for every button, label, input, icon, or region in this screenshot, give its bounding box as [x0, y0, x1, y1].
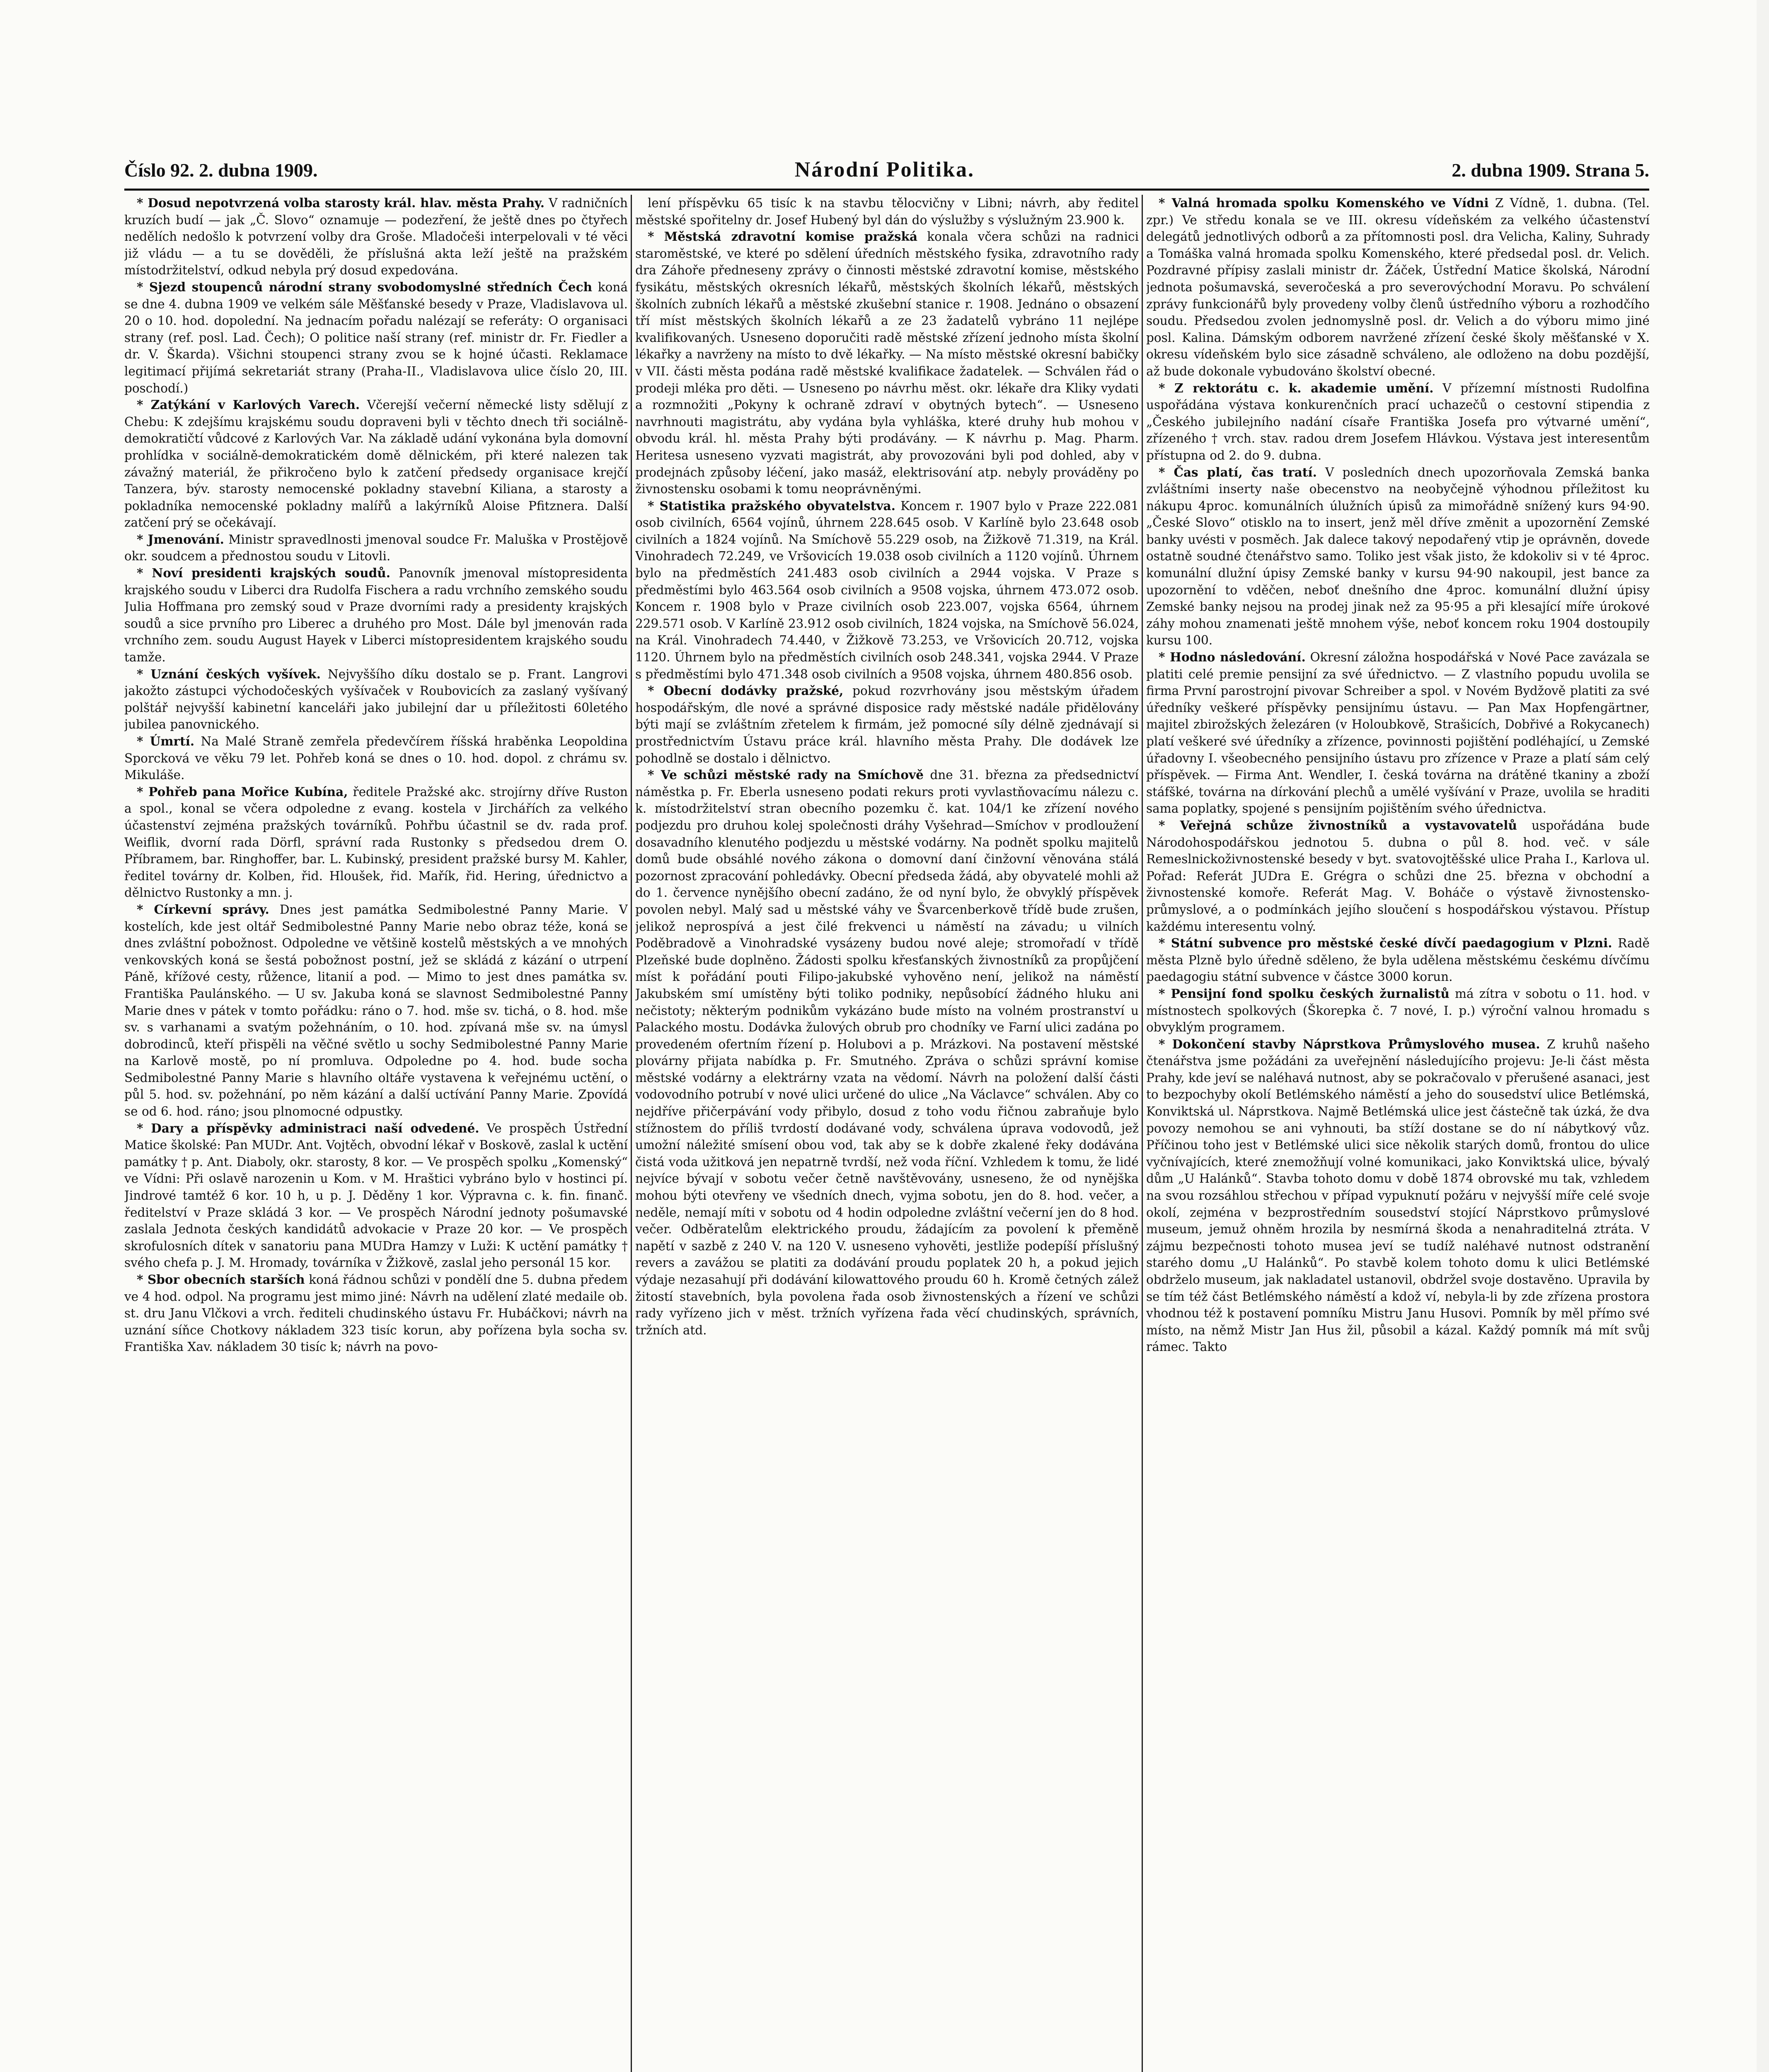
- article: [1146, 464, 1650, 649]
- article: [124, 565, 628, 666]
- article-title: * Hodno následování.: [1159, 650, 1306, 665]
- column-2: [635, 195, 1139, 2072]
- article-title: * Církevní správy.: [137, 902, 269, 917]
- article-body: koná řádnou schůzi v pondělí dne 5. dubna předem ve 4 hod. odpol. Na programu jest mimo jiné: Návrh na udělení zlaté medaile ob. st. dru Janu Vlčkovi a vrch. řediteli chudinského ústavu Fr. Hubáčkovi; návrh na uznání síňce Chotkovy nákladem 323 tisíc korun, aby pořízena byla socha sv. Františka Xav. nákladem 30 tisíc k; návrh na povo-: [124, 1273, 628, 1354]
- article-body: konala včera schůzi na radnici staroměstské, ve které po sdělení úředních městského fysika, zdravotního rady dra Záhoře předneseny zprávy o činnosti městské zdravotní komise, městského fysikátu, městských okresních lékařů, městských školních lékařů, městských školních zubních lékařů a městské zkušební stanice r. 1908. Jednáno o obsazení tří míst městských školních lékařů a ze 23 žadatelů vybráno 11 nejlépe kvalifikovaných. Usneseno doporučiti radě městské zřízení jednoho místa školní lékařky a navrženy na místo to dvě lékařky. — Na místo městské okresní babičky v VII. části města podána radě městské kvalifikace žadatelek. — Schválen řád o prodeji mléka pro děti. — Usneseno po návrhu měst. okr. lékaře dra Kliky vydati a rozmnožiti „Pokyny k ochraně zdraví v obytných bytech“. — Usneseno navrhnouti magistrátu, aby vydána byla vyhláška, které druhy hub mohou v obvodu král. hl. města Prahy býti prodávány. — K návrhu p. Mag. Pharm. Heritesa usneseno vyzvati magistrát, aby provozováni byli pod dohled, aby v prodejnách způsoby léčení, jako masáž, elektrisování atp. nebyly prováděny po živnostensku osobami k tomu neoprávněnými.: [635, 230, 1139, 496]
- article-title: * Pohřeb pana Mořice Kubína,: [137, 784, 348, 799]
- article-title: * Zatýkání v Karlových Varech.: [137, 397, 360, 412]
- header-rule: [124, 189, 1649, 191]
- article-body: Koncem r. 1907 bylo v Praze 222.081 osob civilních, 6564 vojínů, úhrnem 228.645 osob. V Karlíně bylo 23.648 osob civilních a 1824 vojínů. Na Smíchově 55.229 osob, na Žižkově 71.319, na Král. Vinohradech 72.249, ve Vršovicích 19.038 osob civilních a 1120 vojínů. Úhrnem bylo na předměstích 241.483 osob civilních a 2944 vojska. V Praze s předměstími bylo 463.564 osob civilních a 9508 vojska, úhrnem 473.072 osob. Koncem r. 1908 bylo v Praze civilních osob 223.007, vojska 6564, úhrnem 229.571 osob. V Karlíně 23.912 osob civilních, 1824 vojska, na Smíchově 56.024, na Král. Vinohradech 74.440, v Žižkově 73.253, ve Vršovicích 20.712, vojska 1120. Úhrnem bylo na předměstích civilních osob 248.341, vojska 2944. V Praze s předměstími bylo 471.348 osob civilních a 9508 vojska, úhrnem 480.856 osob.: [635, 499, 1139, 681]
- article-body: Včerejší večerní německé listy sdělují z Chebu: K zdejšímu krajskému soudu dopraveni byli v těchto dnech tři sociálně-demokratičtí vůdcové z Karlových Var. Na základě udání vykonána byla domovní prohlídka v sociálně-demokratickém domě dělnickém, při které nalezen tak závažný materiál, že přikročeno bylo k zatčení předsedy organisace krejčí Tanzera, býv. starosty nemocenské pokladny stavební Kiliana, a starosty a pokladníka nemocenské pokladny malířů a lakýrníků Aloise Pfitznera. Další zatčení prý se očekávají.: [124, 398, 628, 530]
- article: [635, 767, 1139, 1339]
- article: [124, 901, 628, 1120]
- article-title: * Státní subvence pro městské české dívčí paedagogium v Plzni.: [1159, 936, 1612, 951]
- article-title: * Dokončení stavby Náprstkova Průmyslového musea.: [1159, 1036, 1540, 1051]
- article-title: * Pensijní fond spolku českých žurnalistů: [1159, 986, 1450, 1001]
- column-divider: [1142, 195, 1143, 2072]
- article: [1146, 985, 1650, 1036]
- article: [1146, 649, 1650, 817]
- column-divider: [631, 195, 632, 2072]
- article-title: * Noví presidenti krajských soudů.: [137, 566, 391, 581]
- article-body: má zítra v sobotu o 11. hod. v místnostech spolkových (Škorepka č. 7 nové, I. p.) výroční valnou hromadu s obvyklým programem.: [1146, 986, 1650, 1035]
- article-title: * Sjezd stoupenců národní strany svobodomyslné středních Čech: [137, 279, 593, 294]
- column-1: [124, 195, 628, 2072]
- header-issue-date: Číslo 92. 2. dubna 1909.: [124, 160, 318, 181]
- article-body: V posledních dnech upozorňovala Zemská banka zvláštními inserty naše obecenstvo na neobyčejně výhodnou příležitost ku nákupu 4proc. komunálních úlužních úpisů za mimořádně snížený kurs 94·90. „České Slovo“ otisklo na to insert, jenž měl dříve změnit a upozornění Zemské banky uvésti v posměch. Jak dalece takový nepodařený vtip je oprávněn, dovede ostatně soudné čtenářstvo samo. Toliko jest však jisto, že kdokoliv si v té 4proc. komunální dlužní úpisy Zemské banky v kursu 94·90 nakoupil, jest bance za upozornění to vděčen, neboť dnešního dne 4proc. komunální dlužní úpisy Zemské banky nejsou na prodej jinak než za 95·95 a při klesající míře úrokové záhy mohou znamenati ještě mnohem výše, neboť koncem roku 1904 dostoupily kursu 100.: [1146, 465, 1650, 648]
- article-title: * Statistika pražského obyvatelstva.: [648, 498, 895, 513]
- article-title: * Čas platí, čas tratí.: [1159, 465, 1317, 479]
- article-body: Z kruhů našeho čtenářstva jsme požádáni za uveřejnění následujícího projevu: Je-li část města Prahy, kde jeví se naléhavá nutnost, aby se pokračovalo v přerušené asanaci, jest to bezpochyby okolí Betlémského náměstí a jeho do sousedství ulice Betlémská, Konviktská ul. Náprstkova. Najmě Betlémská ulice jest částečně tak úzká, že dva povozy nemohou se ani vyhnouti, ba stíží dostane se do ní nábytkový vůz. Příčinou toho jest v Betlémské ulici sice několik starých domů, frontou do ulice vyčnívajících, které znemožňují volné komunikaci, jako Konviktská ulice, bývalý dům „U Halánků“. Stavba tohoto domu v době 1874 obrovské mu tak, vzhledem na svou rozsáhlou střechou v případ vypuknutí požáru v nejvyšší míře celé svoje okolí, zejména v bezprostředním sousedství stojící Náprstkovo průmyslové museum, jemuž ohněm hrozila by nesmírná škoda a nenahraditelná ztráta. V zájmu bezpečnosti tohoto musea jeví se tudíž naléhavé nutnost odstranění starého domu „U Halánků“. Po stavbě kolem tohoto domu k ulici Betlémské obdrželo museum, jak nakladatel ustanovil, obdržel svoje dostavěno. Upravila by se tím též část Betlémského náměstí a kdož ví, nebyla-li by zde zřízena prostora vhodnou též k postavení pomníku Mistru Janu Husovi. Pomník by měl přímo své místo, na němž Mistr Jan Hus žil, působil a kázal. Každý pomník má mít svůj rámec. Takto: [1146, 1037, 1650, 1354]
- article-body: Dnes jest památka Sedmibolestné Panny Marie. V kostelích, kde jest oltář Sedmibolestné Panny Marie nebo obraz téže, koná se dnes zvláštní pobožnost. Odpoledne ve většině kostelů městských a ve mnohých venkovských koná se šestá pobožnost postní, jež se skládá z kázání o utrpení Páně, křížové cesty, růžence, litanií a pod. — Mimo to jest dnes památka sv. Františka Paulánského. — U sv. Jakuba koná se slavnost Sedmibolestné Panny Marie dnes v pátek v tomto pořádku: ráno o 7. hod. mše sv. tichá, o 8. hod. mše sv. s varhanami a svatým požehnáním, o 10. hod. zpívaná mše sv. na úmysl dobrodinců, kteří přispěli na věčné světlo u sochy Sedmibolestné Panny Marie na Karlově mostě, po ní promluva. Odpoledne po 4. hod. bude socha Sedmibolestné Panny Marie s hlavního oltáře vystavena k veřejnému uctění, o půl 5. hod. sv. požehnání, po něm kázání a další uctívání Panny Marie. Zpovídá se od 6. hod. ráno; jsou plnomocné odpustky.: [124, 902, 628, 1119]
- article: [635, 498, 1139, 683]
- article-title: * Veřejná schůze živnostníků a vystavovatelů: [1159, 818, 1517, 833]
- article-body: Panovník jmenoval místopresidenta krajského soudu v Liberci dra Rudolfa Fischera a radu vrchního zemského soudu Julia Hoffmana pro zemský soud v Praze dvorními rady a presidenty krajských soudů a sice prvního pro Liberec a druhého pro Most. Dále byl jmenován rada vrchního zem. soudu August Hayek v Liberci místopresidentem krajského soudu tamže.: [124, 566, 628, 665]
- article: [124, 279, 628, 397]
- article: [124, 397, 628, 531]
- scan-edge: [1757, 0, 1769, 2072]
- article-title: * Sbor obecních starších: [137, 1272, 305, 1287]
- article: [1146, 935, 1650, 985]
- column-3: [1146, 195, 1650, 2072]
- article: [635, 228, 1139, 498]
- article: [1146, 817, 1650, 935]
- article-body: koná se dne 4. dubna 1909 ve velkém sále Měšťanské besedy v Praze, Vladislavova ul. 20 o 10. hod. dopolední. Na jednacím pořadu nalézají se referáty: O organisaci strany (ref. posl. Lad. Čech); O politice naší strany (ref. ministr dr. Fr. Fiedler a dr. V. Škarda). Všichni stoupenci strany zvou se k hojné účasti. Reklamace legitimací přijímá sekretariát strany (Praha-II., Vladislavova ulice číslo 20, III. poschodí.): [124, 280, 628, 395]
- article: [124, 733, 628, 784]
- article-title: * Jmenování.: [137, 532, 224, 547]
- article-body: Z Vídně, 1. dubna. (Tel. zpr.) Ve středu konala se ve III. okresu vídeňském za velkého účastenství delegátů jednotlivých odborů a za přítomnosti posl. dra Velicha, Kaliny, Suhrady a Tomáška valná hromada spolku Komenského, které předsedal posl. dr. Velich. Pozdravné přípisy zaslali ministr dr. Žáček, Ústřední Matice školská, Národní jednota pošumavská, severočeská a pro severovýchodní Moravu. Po schválení zprávy funkcionářů byly provedeny volby členů ústředního výboru a rozhodčího soudu. Předsedou zvolen jednomyslně posl. dr. Velich a do výboru mimo jiné posl. Kalina. Dámským odborem navržené zřízení české školy měšťanské v X. okresu vídeňském bylo sice zásadně schváleno, ale odloženo na dobu pozdější, až bude dokonale vybudováno školství obecné.: [1146, 196, 1650, 378]
- newspaper-title: Národní Politika.: [794, 158, 975, 182]
- article-title: * Z rektorátu c. k. akademie umění.: [1159, 380, 1434, 395]
- article: [124, 666, 628, 733]
- article: [124, 784, 628, 901]
- article-body: Okresní záložna hospodářská v Nové Pace zavázala se platiti celé premie pensijní za své úřednictvo. — Z vlastního popudu uvolila se firma První parostrojní pivovar Schreiber a spol. v Novém Bydžově platiti za své úředníky veškeré příspěvky pensijnímu ústavu. — Pan Max Hopfengärtner, majitel zbirožských železáren (v Holoubkově, Strašicích, Dobřivé a Rokycanech) platí veškeré své úředníky a zřízence, povinnosti pojištění podléhající, u Zemské úřadovny I. všeobecného pensijního ústavu pro zřízence v Praze a platí sám celý příspěvek. — Firma Ant. Wendler, I. česká továrna na drátěné tkaniny a zboží stáfšké, továrna na dírkování plechů a umělé vyšívání v Praze, uvolila se hraditi sama poplatky, spojené s pensijním pojištěním svého úřednictva.: [1146, 650, 1650, 816]
- article: [124, 531, 628, 565]
- article: [1146, 380, 1650, 464]
- article-title: * Úmrtí.: [137, 734, 195, 748]
- page-header: [124, 157, 1649, 186]
- article: [1146, 195, 1650, 380]
- header-page-number: 2. dubna 1909. Strana 5.: [1452, 160, 1649, 181]
- article: [124, 195, 628, 279]
- article-body: dne 31. března za předsednictví náměstka p. Fr. Eberla usneseno podati rekurs proti vyvlastňovacímu nálezu c. k. místodržitelství stran obecního pozemku č. kat. 104/1 ke zřízení nového podjezdu pro druhou kolej společnosti dráhy Vyšehrad—Smíchov v prodloužení dosavadního klenutého podjezdu u městské vodárny. Na podnět spolku majitelů domů bude obsáhlé nového zákona o domovní daní činžovní věnována stálá pozornost zpracování pohledávky. Obecní předseda žádá, aby obyvatelé mohli až do 1. července nynějšího obecní zadáno, že od nyní bylo, že obvyklý příspěvek povolen nebyl. Malý sad u městské váhy ve Švarcenberkově třídě bude zrušen, jelikož neprospívá a jest čilé frekvenci u náměstí na závadu; u vilních Poděbradově a Vinohradské vysázeny budou nové aleje; stromořadí v třídě Plzeňské bude doplněno. Žádosti spolku křesťanských živnostníků za propůjčení míst k pořádání pouti Filipo-jakubské vyhověno není, jelikož na náměstí Jakubském smí umístěny býti toliko podniky, nepůsobící žádného hluku ani nečistoty; některým podnikům vykázáno bude místo na volném prostranství u Palackého mostu. Dodávka žulových obrub pro chodníky ve Farní ulici zadána po provedeném ofertním řízení p. Holubovi a p. Mrázkovi. Na postavení městské plovárny přijata nabídka p. Fr. Smutného. Zpráva o schůzi správní komise městské vodárny a elektrárny vzata na vědomí. Návrh na položení další části vodovodního potrubí v nové ulici určené do ulice „Na Václavce“ schválen. Aby co nejdříve přičerpávání vody přibylo, dosud z toho vodu řičnou zabraňuje bylo stížnostem do příliš tvrdostí dodávané vody, schválena úprava vodovodů, jež umožní náležité smísení obou vod, tak aby se k dobře zkalené řeky dodávána čistá voda užitková jen nepatrně tvrdší, než voda říční. Vzhledem k tomu, že lidé nejvíce bývají v sobotu večer četně navštěvovány, usneseno, že od nynějška mohou býti otevřeny ve všedních dnech, vyjma sobotu, jen do 8. hod. večer, a neděle, nemají míti v sobotu od 4 hodin odpoledne zvláštní večerní jen do 8 hod. večer. Odběratelům elektrického proudu, žádajícím za povolení k přeměně napětí v sazbě z 240 V. na 120 V. usneseno vyhověti, jestliže podepíší příslušný revers a zavážou se platiti za dodávání proudu poplatek 20 h, a pokud jejich výdaje nezasahují při dodávání kilowattového proudu 60 h. Kromě četných zálež žitostí stavebních, byla povolena řada osob živnostenských a řízení ve schůzi rady vyřízeno jich v měst. tržních vyřízena řada věcí chudinských, správních, tržních atd.: [635, 768, 1139, 1337]
- article-body: V radničních kruzích budí — jak „Č. Slovo“ oznamuje — podezření, že ještě dnes po čtyřech nedělích nedošlo k potvrzení volby dra Groše. Mladočeši interpelovali v té věci již vládu — a tu se dověděli, že příslušná akta leží ještě na pražském místodržitelství, odkud nebyla prý dosud expedována.: [124, 196, 628, 278]
- article-title: * Městská zdravotní komise pražská: [648, 229, 918, 244]
- article-title: * Uznání českých vyšívek.: [137, 666, 321, 681]
- article-body: lení příspěvku 65 tisíc k na stavbu tělocvičny v Libni; návrh, aby ředitel městské spořitelny dr. Josef Hubený byl dán do výslužby s výslužným 23.900 k.: [635, 196, 1139, 227]
- article-body: Nejvyššího díku dostalo se p. Frant. Langrovi jakožto zástupci východočeských vyšívaček v Roubovicích za zaslaný vyšívaný polštář nejvyšší kabinetní kanceláři jako jubilejní dar u příležitosti 60letého jubilea panovnického.: [124, 667, 628, 732]
- article-body: ředitele Pražské akc. strojírny dříve Ruston a spol., konal se včera odpoledne z evang. kostela v Jirchářích za velkého účastenství zejména pražských továrníků. Pohřbu účastnil se dv. rada prof. Weiflik, dvorní rada Dörfl, správní rada Rustonky s předsedou drem O. Příbramem, bar. Ringhoffer, bar. L. Kubinský, president pražské bursy M. Kahler, ředitel továrny dr. Kolben, řid. Hloušek, řid. Mařík, řid. Hering, úřednictvo a dělnictvo Rustonky a mn. j.: [124, 784, 628, 900]
- article-title: * Ve schůzi městské rady na Smíchově: [648, 767, 924, 782]
- article-title: * Obecní dodávky pražské,: [648, 683, 844, 698]
- article: [635, 683, 1139, 767]
- article-title: * Dosud nepotvrzená volba starosty král. hlav. města Prahy.: [137, 196, 545, 210]
- article: [635, 195, 1139, 228]
- article-body: Ministr spravedlnosti jmenoval soudce Fr. Maluška v Prostějově okr. soudcem a přednostou soudu v Litovli.: [124, 532, 628, 564]
- article-body: pokud rozvrhovány jsou městským úřadem hospodářským, dle nové a správné disposice rady městské nadále přidělovány býti mají se zvláštním zřetelem k firmám, jež pomocné síly délně zjednávají si prostřednictvím Ústavu práce král. hlavního města Prahy. Dle dodávek lze pohodlně se dostalo i dělnictvo.: [635, 684, 1139, 765]
- article-body: Ve prospěch Ústřední Matice školské: Pan MUDr. Ant. Vojtěch, obvodní lékař v Boskově, zaslal k uctění památky † p. Ant. Diaboly, okr. starosty, 8 kor. — Ve prospěch spolku „Komenský“ ve Vídni: Při oslavě narozenin u Kom. v M. Hraštici vybráno bylo v hostinci pí. Jindrové tamtéž 6 kor. 10 h, u p. J. Děděny 1 kor. Výpravna c. k. fin. finanč. ředitelství v Praze skládá 3 kor. — Ve prospěch Národní jednoty pošumavské zaslala Jednota českých kandidátů advokacie v Praze 20 kor. — Ve prospěch skrofulosních dítek v sanatoriu pana MUDra Hamzy v Luži: K uctění památky † svého chefa p. J. M. Hromady, továrníka v Žižkově, zaslal jeho personál 15 kor.: [124, 1121, 628, 1270]
- article: [1146, 1036, 1650, 1356]
- article: [124, 1271, 628, 1356]
- article-body: Radě města Plzně bylo úředně sděleno, že byla udělena městskému českému dívčímu paedagogiu státní subvence v částce 3000 korun.: [1146, 936, 1650, 984]
- article-title: * Dary a příspěvky administraci naší odvedené.: [137, 1121, 479, 1135]
- article: [124, 1120, 628, 1271]
- article-body: V přízemní místnosti Rudolfina uspořádána výstava konkurenčních prací uchazečů o cestovní stipendia z „Českého jubilejního nadání císaře Františka Josefa pro výtvarné umění“, zřízeného † vrch. stav. radou drem Josefem Hlávkou. Výstava jest interesentům přístupna od 2. do 9. dubna.: [1146, 381, 1650, 462]
- article-title: * Valná hromada spolku Komenského ve Vídni: [1159, 196, 1489, 210]
- article-body: Na Malé Straně zemřela předevčírem říšská hraběnka Leopoldina Sporcková ve věku 79 let. Pohřeb koná se dnes o 10. hod. dopol. z chrámu sv. Mikuláše.: [124, 734, 628, 782]
- article-body: uspořádána bude Národohospodářskou jednotou 5. dubna o půl 8. hod. več. v sále Remeslnickoživnostenské besedy v byt. svatovojtěšské ulice Praha I., Karlova ul. Pořad: Referát JUDra E. Grégra o schůzi dne 25. března v obchodní a živnostenské komoře. Referát Mag. V. Boháče o výstavě živnostensko-průmyslové, a o podmínkách jejího sloučení s hospodářskou výstavou. Přístup každému interesentu volný.: [1146, 818, 1650, 934]
